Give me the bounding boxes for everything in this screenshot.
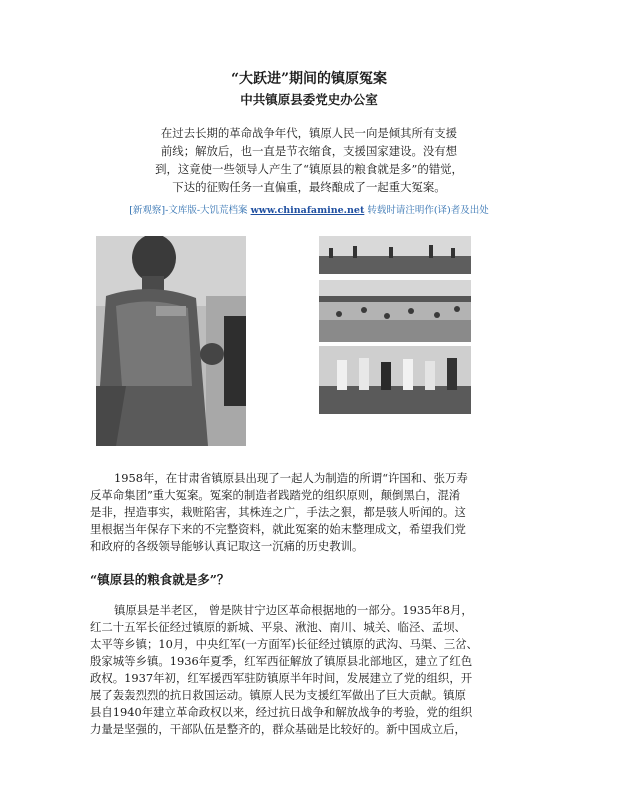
abstract-line: 前线；解放后，也一直是节衣缩食，支援国家建设。没有想 [160, 144, 458, 158]
paragraph-line: 县自1940年建立革命政权以来，经过抗日战争和解放战争的考验，党的组织 [90, 705, 473, 719]
section-heading: “镇原县的粮食就是多”？ [90, 572, 230, 587]
paragraph-line: 红二十五军长征经过镇原的新城、平泉、湫池、南川、城关、临泾、孟坝、 [90, 620, 466, 634]
paragraph-line: 力量是坚强的，干部队伍是整齐的，群众基础是比较好的。新中国成立后， [90, 722, 466, 736]
photo-field-top [319, 236, 471, 274]
paragraph-intro [90, 470, 530, 555]
source-note [0, 204, 618, 218]
paragraph-history [90, 602, 530, 738]
paragraph-line: 殷家城等乡镇。1936年夏季，红军西征解放了镇原县北部地区，建立了红色 [90, 654, 473, 668]
photo-crowd-field [319, 280, 471, 342]
abstract-line: 在过去长期的革命战争年代，镇原人民一向是倾其所有支援 [160, 126, 458, 140]
paragraph-line: 1958年，在甘肃省镇原县出现了一起人为制造的所谓“许国和、张万寿 [114, 471, 468, 485]
paragraph-line: 展了轰轰烈烈的抗日救国运动。镇原人民为支援红军做出了巨大贡献。镇原 [90, 688, 466, 702]
photo-officials-field [319, 346, 471, 414]
abstract [150, 124, 468, 196]
source-prefix: [新观察]-文库版-大饥荒档案 [129, 205, 251, 216]
paragraph-line: 是非，捏造事实，栽赃陷害，其株连之广，手法之狠，都是骇人听闻的。这 [90, 505, 466, 519]
photo-man-image [96, 236, 246, 446]
paragraph-line: 和政府的各级领导能够认真记取这一沉痛的历史教训。 [90, 539, 364, 553]
paragraph-line: 镇原县是半老区， 曾是陕甘宁边区革命根据地的一部分。1935年8月， [114, 603, 473, 617]
paragraph-line: 政权。1937年初，红军援西军驻防镇原半年时间，发展建立了党的组织，开 [90, 671, 473, 685]
page-title: “大跃进”期间的镇原冤案 [230, 71, 388, 87]
abstract-line: 到，这竟使一些领导人产生了“镇原县的粮食就是多”的错觉， [155, 162, 463, 176]
source-link[interactable]: www.chinafamine.net [250, 205, 365, 216]
page-subtitle: 中共镇原县委党史办公室 [240, 92, 378, 107]
abstract-line: 下达的征购任务一直偏重，最终酿成了一起重大冤案。 [172, 180, 446, 194]
paragraph-line: 反革命集团”重大冤案。冤案的制造者践踏党的组织原则，颠倒黑白，混淆 [90, 488, 461, 502]
source-suffix: 转载时请注明作(译)者及出处 [364, 205, 489, 216]
paragraph-line: 太平等乡镇；10月，中央红军(一方面军)长征经过镇原的武沟、马渠、三岔、 [90, 637, 478, 651]
photo-collage [319, 236, 471, 414]
photo-man [96, 236, 246, 446]
paragraph-line: 里根据当年保存下来的不完整资料，就此冤案的始末整理成文，希望我们党 [90, 522, 466, 536]
